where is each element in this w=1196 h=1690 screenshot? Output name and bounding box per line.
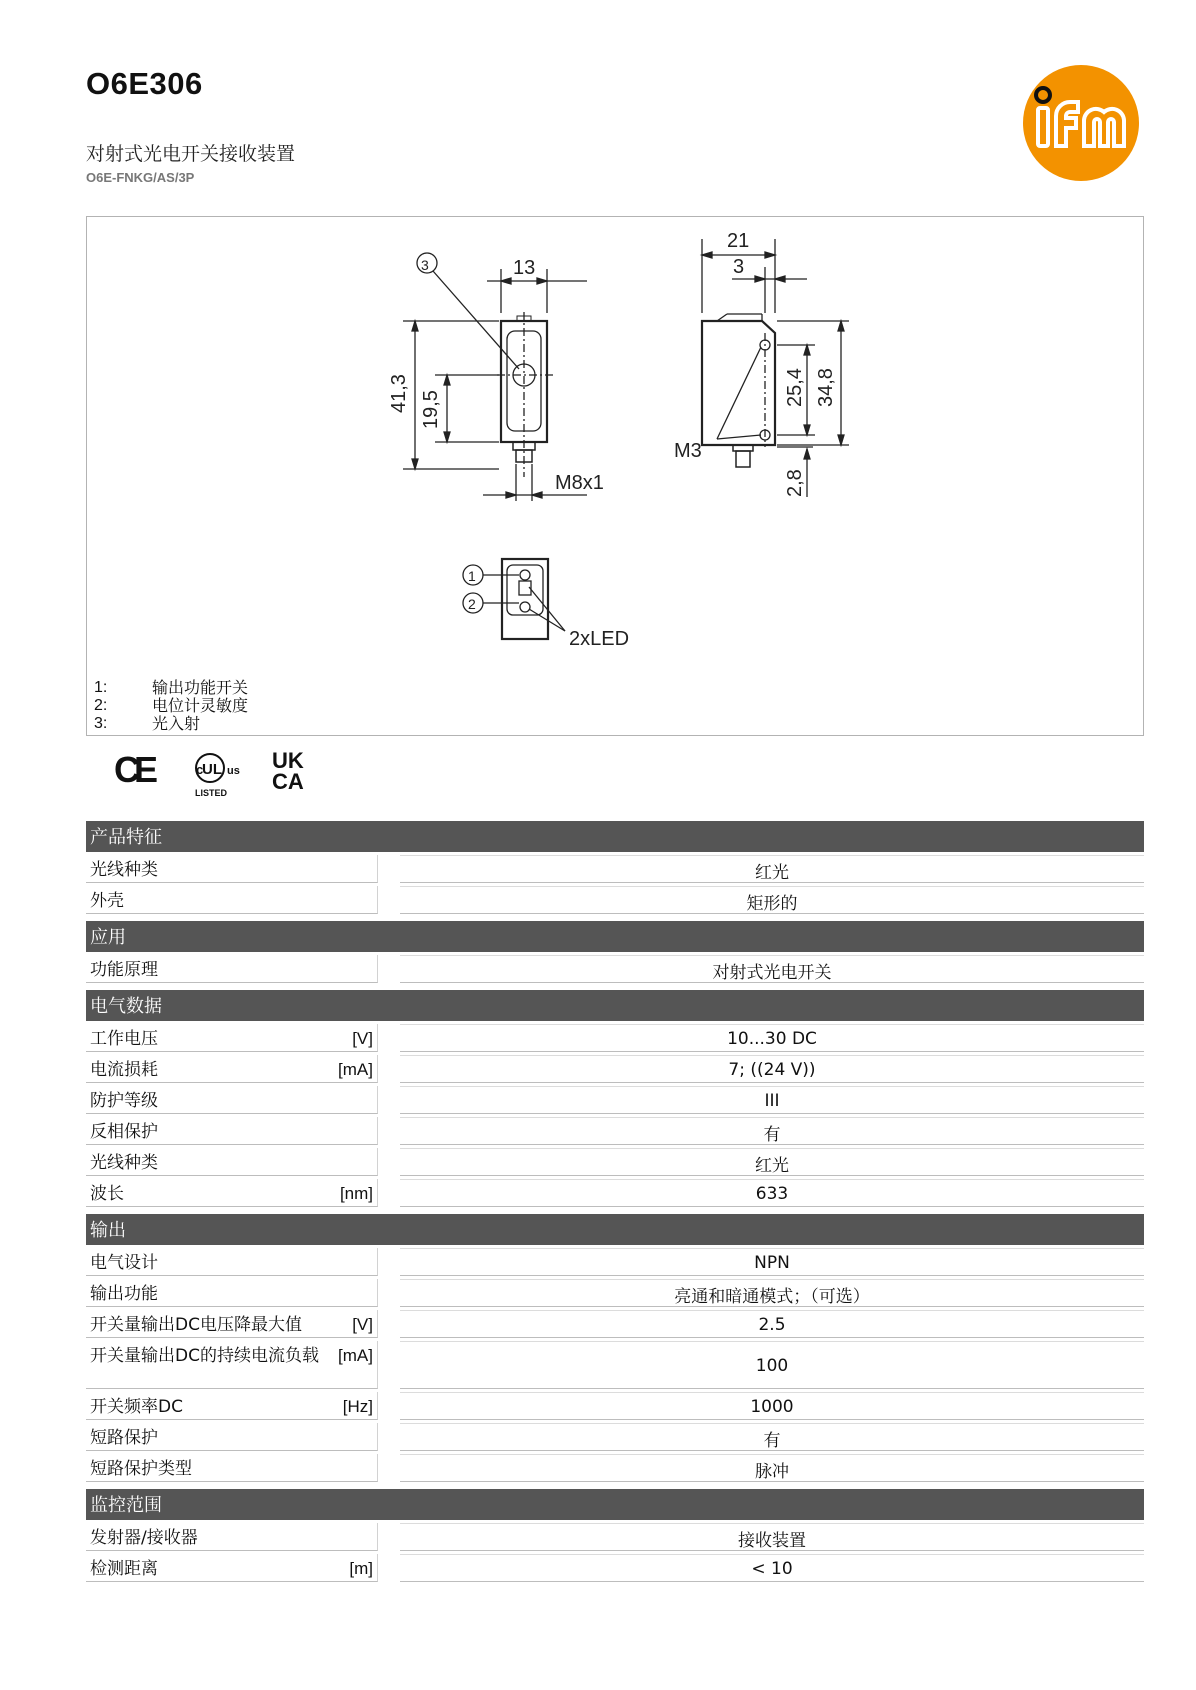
dim-34-8: 34,8 (815, 368, 837, 407)
spec-value: III (400, 1086, 1144, 1114)
spec-value: 红光 (400, 1148, 1144, 1176)
spec-label-cell (86, 855, 378, 883)
spec-label: 短路保护类型 (90, 1459, 192, 1479)
dim-m8: M8x1 (555, 472, 604, 494)
dimension-drawing (86, 216, 1144, 736)
spec-row (86, 1554, 1144, 1582)
spec-label-cell (86, 1310, 378, 1338)
ifm-logo (1022, 64, 1140, 182)
ukca-mark (272, 748, 304, 794)
spec-value: 红光 (400, 855, 1144, 883)
spec-label-cell (86, 1086, 378, 1114)
spec-row (86, 1341, 1144, 1389)
spec-value: 矩形的 (400, 886, 1144, 914)
spec-value: 接收装置 (400, 1523, 1144, 1551)
spec-label-cell (86, 1024, 378, 1052)
spec-unit: [m] (349, 1559, 373, 1578)
spec-label: 功能原理 (90, 960, 158, 980)
spec-label: 检测距离 (90, 1559, 158, 1579)
spec-label-cell (86, 955, 378, 983)
svg-text:LISTED: LISTED (195, 788, 228, 798)
product-subtitle: 对射式光电开关接收装置 (86, 143, 296, 165)
drawing-svg (87, 217, 1143, 735)
spec-label-cell (86, 1055, 378, 1083)
svg-text:c: c (196, 762, 204, 777)
spec-label-cell (86, 1148, 378, 1176)
spec-label-cell (86, 1454, 378, 1482)
section-header: 监控范围 (86, 1489, 1144, 1520)
svg-text:UL: UL (202, 761, 222, 778)
spec-row (86, 1055, 1144, 1083)
spec-unit: [V] (352, 1029, 373, 1048)
dim-21: 21 (727, 230, 750, 252)
spec-label: 电流损耗 (90, 1060, 158, 1080)
dim-13: 13 (513, 257, 536, 279)
spec-label: 开关频率DC (90, 1397, 183, 1417)
spec-value: 有 (400, 1423, 1144, 1451)
spec-row (86, 886, 1144, 914)
spec-unit: [V] (352, 1315, 373, 1334)
spec-row (86, 1423, 1144, 1451)
spec-row (86, 1523, 1144, 1551)
spec-label: 发射器/接收器 (90, 1528, 198, 1548)
spec-value: 10...30 DC (400, 1024, 1144, 1052)
section-header: 产品特征 (86, 821, 1144, 852)
spec-label: 外壳 (90, 891, 124, 911)
spec-row (86, 855, 1144, 883)
spec-label-cell (86, 1423, 378, 1451)
section-header: 电气数据 (86, 990, 1144, 1021)
article-code: O6E-FNKG/AS/3P (86, 170, 195, 185)
spec-value: 对射式光电开关 (400, 955, 1144, 983)
spec-label-cell (86, 1279, 378, 1307)
spec-value: < 10 (400, 1554, 1144, 1582)
spec-value: 有 (400, 1117, 1144, 1145)
spec-row (86, 1086, 1144, 1114)
spec-row (86, 1392, 1144, 1420)
spec-value: 100 (400, 1341, 1144, 1389)
product-title: O6E306 (86, 66, 203, 101)
svg-text:UK: UK (272, 748, 304, 773)
spec-row (86, 1024, 1144, 1052)
spec-row (86, 1179, 1144, 1207)
spec-label: 波长 (90, 1184, 124, 1204)
ce-mark: CE (114, 749, 158, 790)
certification-marks (86, 740, 386, 800)
spec-label-cell (86, 886, 378, 914)
spec-row (86, 1117, 1144, 1145)
spec-label: 光线种类 (90, 1153, 158, 1173)
spec-row (86, 1279, 1144, 1307)
callout-1: 1 (468, 568, 476, 584)
spec-label: 开关量输出DC电压降最大值 (90, 1315, 302, 1335)
spec-label-cell (86, 1554, 378, 1582)
spec-label-cell (86, 1341, 378, 1389)
spec-label: 短路保护 (90, 1428, 158, 1448)
legend-item: 1: 输出功能开关 (94, 678, 249, 697)
section-header: 输出 (86, 1214, 1144, 1245)
drawing-legend (94, 679, 248, 733)
spec-label: 防护等级 (90, 1091, 158, 1111)
svg-text:CA: CA (272, 769, 304, 794)
spec-value: NPN (400, 1248, 1144, 1276)
spec-label-cell (86, 1523, 378, 1551)
spec-label-cell (86, 1392, 378, 1420)
spec-label-cell (86, 1179, 378, 1207)
callout-2: 2 (468, 596, 476, 612)
spec-row (86, 1454, 1144, 1482)
spec-label-cell (86, 1248, 378, 1276)
legend-item: 3: 光入射 (94, 714, 201, 733)
section-header: 应用 (86, 921, 1144, 952)
callout-3: 3 (421, 257, 429, 273)
spec-label: 光线种类 (90, 860, 158, 880)
spec-value: 633 (400, 1179, 1144, 1207)
spec-label: 反相保护 (90, 1122, 158, 1142)
dim-25-4: 25,4 (784, 368, 806, 407)
spec-label: 开关量输出DC的持续电流负载 (90, 1346, 319, 1366)
spec-value: 亮通和暗通模式；（可选） (400, 1279, 1144, 1307)
spec-unit: [mA] (338, 1060, 373, 1079)
dim-3: 3 (733, 256, 745, 278)
spec-label: 工作电压 (90, 1029, 158, 1049)
svg-text:us: us (227, 765, 240, 777)
spec-value: 2.5 (400, 1310, 1144, 1338)
specifications-table (86, 821, 1144, 1585)
spec-label-cell (86, 1117, 378, 1145)
spec-unit: [Hz] (342, 1397, 373, 1416)
dim-19-5: 19,5 (420, 390, 442, 429)
spec-value: 1000 (400, 1392, 1144, 1420)
spec-value: 脉冲 (400, 1454, 1144, 1482)
spec-row (86, 955, 1144, 983)
legend-item: 2: 电位计灵敏度 (94, 696, 249, 715)
spec-label: 电气设计 (90, 1253, 158, 1273)
spec-unit: [nm] (339, 1184, 373, 1203)
led-label: 2xLED (569, 628, 630, 650)
back-body (502, 559, 548, 639)
spec-row (86, 1310, 1144, 1338)
spec-label: 输出功能 (90, 1284, 158, 1304)
spec-row (86, 1248, 1144, 1276)
dim-41-3: 41,3 (388, 374, 410, 413)
spec-unit: [mA] (338, 1346, 373, 1365)
spec-value: 7; ((24 V)) (400, 1055, 1144, 1083)
ul-listed-mark (195, 754, 240, 798)
spec-row (86, 1148, 1144, 1176)
dim-2-8: 2,8 (784, 469, 806, 497)
dim-m3: M3 (674, 440, 702, 462)
